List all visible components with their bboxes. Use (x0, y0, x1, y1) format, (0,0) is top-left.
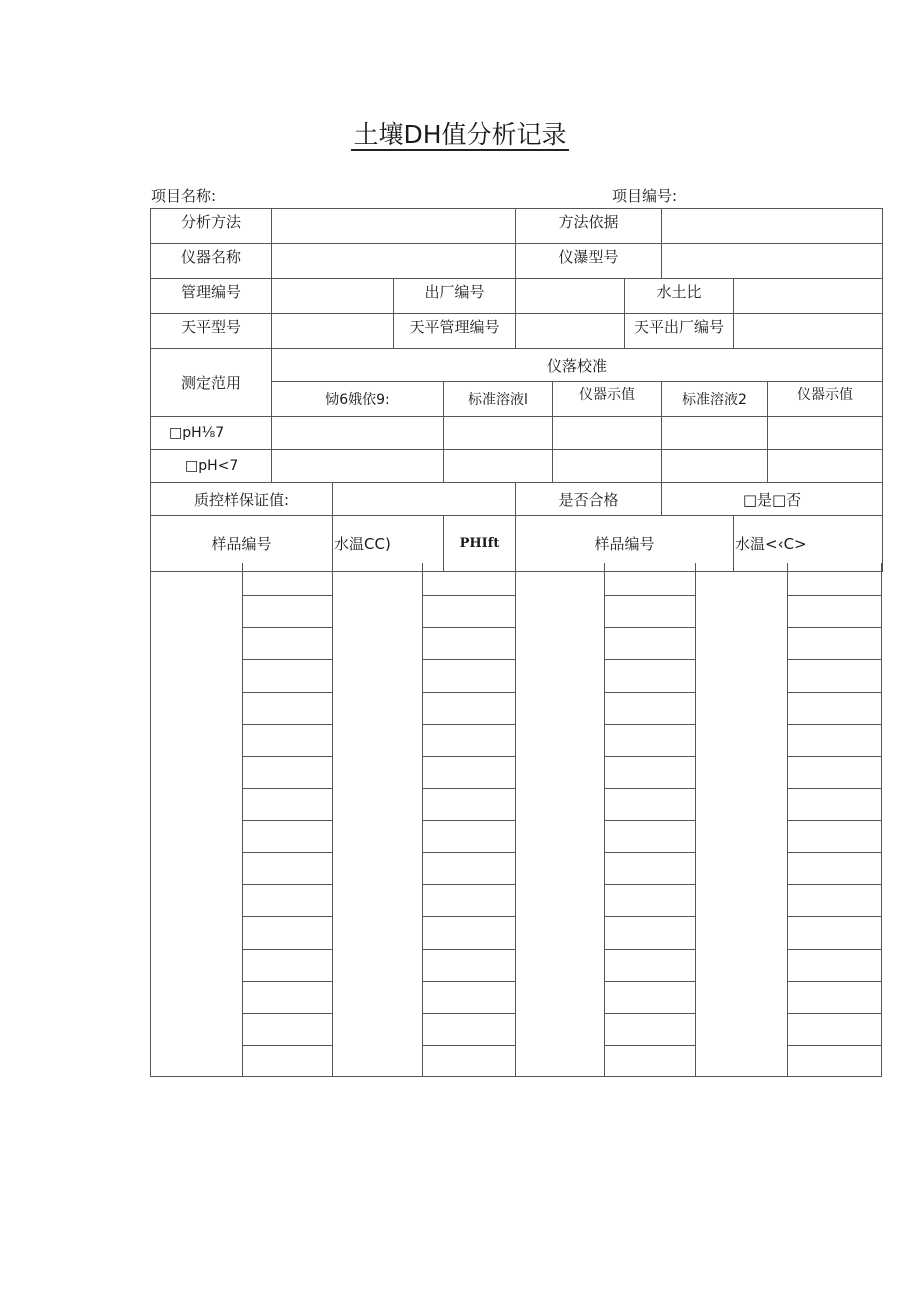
title-text: 土壤DH值分析记录 (353, 120, 567, 149)
grid-row-line (787, 852, 881, 853)
label-method-basis: 方法依据 (516, 209, 662, 244)
field-factory-no[interactable] (516, 279, 625, 314)
grid-row-line (787, 692, 881, 693)
grid-row-line (242, 916, 332, 917)
grid-row-line (242, 1013, 332, 1014)
label-qc-value: 质控样保证值: (151, 483, 333, 516)
label-factory-no: 出厂编号 (394, 279, 516, 314)
field-method-basis[interactable] (662, 209, 883, 244)
grid-row-line (604, 788, 695, 789)
grid-row-line (422, 820, 515, 821)
field-instrument-name[interactable] (272, 244, 516, 279)
header-water-temp-2: 水温<‹C> (734, 516, 883, 572)
grid-row-line (242, 756, 332, 757)
grid-row-line (604, 820, 695, 821)
grid-row-line (422, 1013, 515, 1014)
instrument-reading-1: 仪器示值 (553, 382, 662, 417)
label-balance-mgmt-no: 天平管理编号 (394, 314, 516, 349)
field-qc-value[interactable] (333, 483, 516, 516)
grid-row-line (787, 981, 881, 982)
grid-row-line (422, 981, 515, 982)
cal-col1: 恸6娥依9: (272, 382, 444, 417)
grid-row-line (787, 916, 881, 917)
grid-row-line (242, 724, 332, 725)
field-balance-mgmt-no[interactable] (516, 314, 625, 349)
header-sample-no-2: 样品编号 (516, 516, 734, 572)
grid-row-line (422, 884, 515, 885)
grid-row-line (604, 595, 695, 596)
grid-row-line (787, 595, 881, 596)
label-balance-model: 天平型号 (151, 314, 272, 349)
cal-cell[interactable] (553, 450, 662, 483)
grid-row-line (787, 884, 881, 885)
grid-vline (150, 563, 151, 1077)
grid-row-line (242, 981, 332, 982)
grid-row-line (604, 724, 695, 725)
cal-cell[interactable] (662, 417, 768, 450)
cal-cell[interactable] (272, 450, 444, 483)
grid-row-line (242, 1045, 332, 1046)
grid-row-line (787, 1045, 881, 1046)
cal-cell[interactable] (444, 417, 553, 450)
grid-row-line (242, 788, 332, 789)
data-grid (150, 563, 882, 1077)
grid-row-line (787, 724, 881, 725)
grid-bottom-line (150, 1076, 882, 1077)
grid-row-line (604, 659, 695, 660)
label-analysis-method: 分析方法 (151, 209, 272, 244)
grid-row-line (604, 756, 695, 757)
header-ph-1: PHIft (444, 516, 516, 572)
cal-cell[interactable] (768, 450, 883, 483)
field-analysis-method[interactable] (272, 209, 516, 244)
grid-row-line (787, 949, 881, 950)
header-water-temp-1: 水温CC) (333, 516, 444, 572)
grid-row-line (604, 852, 695, 853)
grid-row-line (787, 756, 881, 757)
grid-row-line (787, 659, 881, 660)
label-water-soil-ratio: 水土比 (625, 279, 734, 314)
label-measure-range: 测定范用 (151, 349, 272, 417)
ph-option-lt7[interactable]: □pH<7 (151, 450, 272, 483)
grid-row-line (242, 852, 332, 853)
project-no-label: 项目编号: (612, 187, 678, 205)
grid-row-line (422, 724, 515, 725)
grid-row-line (422, 852, 515, 853)
grid-row-line (604, 949, 695, 950)
grid-row-line (787, 820, 881, 821)
label-mgmt-no: 管理编号 (151, 279, 272, 314)
grid-row-line (242, 659, 332, 660)
field-balance-model[interactable] (272, 314, 394, 349)
grid-row-line (604, 627, 695, 628)
field-water-soil-ratio[interactable] (734, 279, 883, 314)
header-sample-no-1: 样品编号 (151, 516, 333, 572)
grid-row-line (422, 595, 515, 596)
grid-row-line (787, 1013, 881, 1014)
cal-cell[interactable] (272, 417, 444, 450)
grid-row-line (604, 916, 695, 917)
grid-row-line (242, 820, 332, 821)
grid-row-line (242, 949, 332, 950)
grid-vline (695, 563, 696, 1077)
field-instrument-model[interactable] (662, 244, 883, 279)
grid-row-line (604, 981, 695, 982)
grid-row-line (787, 788, 881, 789)
grid-row-line (422, 916, 515, 917)
grid-row-line (422, 1045, 515, 1046)
field-mgmt-no[interactable] (272, 279, 394, 314)
grid-row-line (242, 884, 332, 885)
grid-row-line (604, 884, 695, 885)
label-calibration: 仪落校准 (272, 349, 883, 382)
project-name-label: 项目名称: (151, 187, 217, 205)
std-solution-2: 标准溶液2 (662, 382, 768, 417)
instrument-reading-2: 仪器示值 (768, 382, 883, 417)
grid-vline (881, 563, 882, 1077)
grid-row-line (604, 1013, 695, 1014)
label-balance-factory-no: 天平出厂编号 (625, 314, 734, 349)
grid-row-line (422, 949, 515, 950)
cal-cell[interactable] (662, 450, 768, 483)
grid-row-line (422, 659, 515, 660)
label-instrument-model: 仪瀑型号 (516, 244, 662, 279)
label-instrument-name: 仪器名称 (151, 244, 272, 279)
grid-row-line (422, 756, 515, 757)
grid-row-line (422, 692, 515, 693)
qualified-yes-no[interactable]: □是□否 (662, 483, 883, 516)
field-balance-factory-no[interactable] (734, 314, 883, 349)
grid-row-line (242, 595, 332, 596)
grid-row-line (787, 627, 881, 628)
ph-option-ge7[interactable]: □pH⅛7 (151, 417, 272, 450)
grid-row-line (242, 627, 332, 628)
cal-cell[interactable] (553, 417, 662, 450)
grid-row-line (604, 1045, 695, 1046)
form-table (150, 208, 883, 572)
label-qualified: 是否合格 (516, 483, 662, 516)
page-title (0, 116, 920, 154)
grid-row-line (604, 692, 695, 693)
std-solution-1: 标准溶液l (444, 382, 553, 417)
grid-vline (515, 563, 516, 1077)
grid-vline (332, 563, 333, 1077)
grid-row-line (422, 627, 515, 628)
grid-row-line (242, 692, 332, 693)
cal-cell[interactable] (768, 417, 883, 450)
grid-row-line (422, 788, 515, 789)
cal-cell[interactable] (444, 450, 553, 483)
